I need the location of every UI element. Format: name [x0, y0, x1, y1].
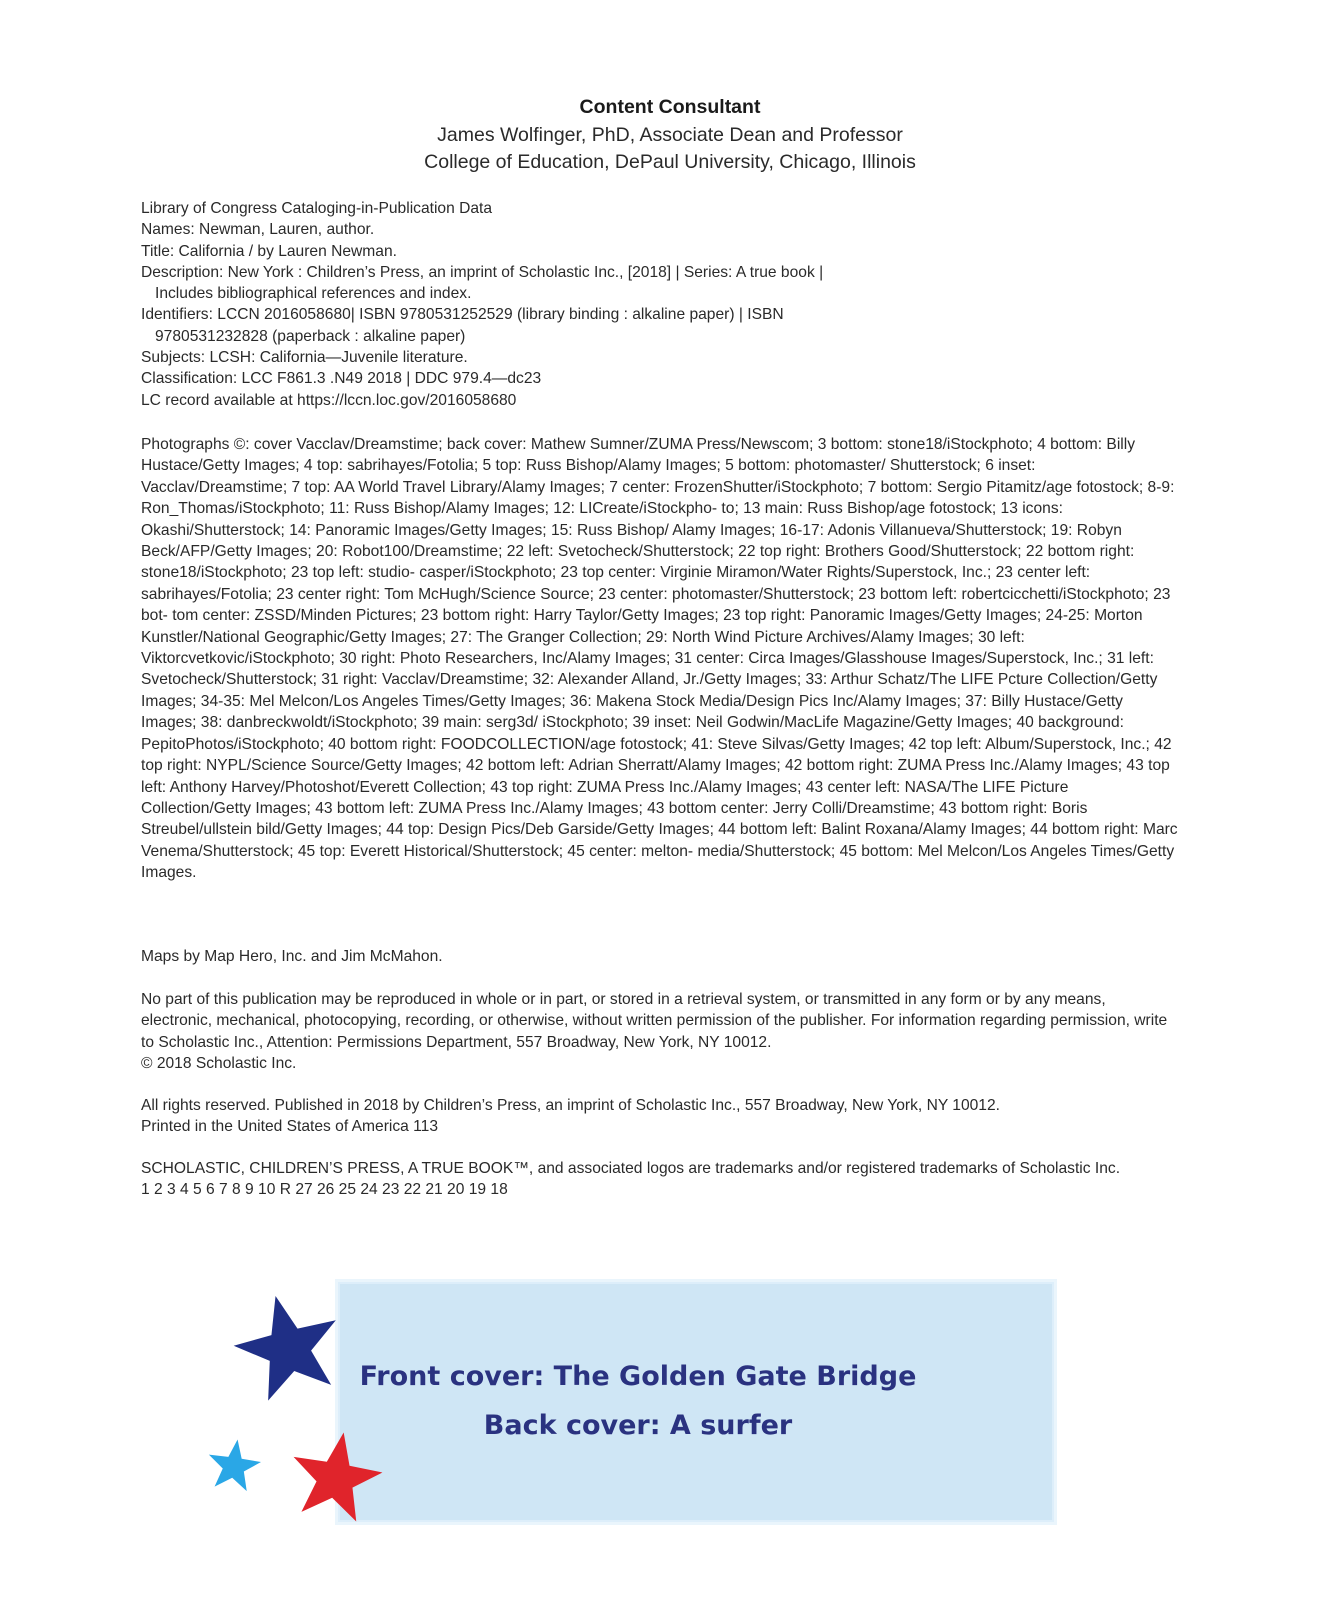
navy-star-shape: [232, 1290, 344, 1402]
cip-line: LC record available at https://lccn.loc.gov/2016058680: [141, 391, 517, 409]
maps-credit: [141, 946, 1181, 967]
front-cover-caption: Front cover: The Golden Gate Bridge: [359, 1361, 917, 1392]
light-blue-star-icon: [206, 1437, 262, 1493]
rights-notice-text: No part of this publication may be reproduced in whole or in part, or stored in a retrieval system, or transmitted in any form or by any means, electronic, mechanical, photocopying, recording, or otherwise, without written permission of the publisher. For information regarding permission, write to Scholastic Inc., Attention: Permissions Department, 557 Broadway, New York, NY 10012.: [141, 991, 1168, 1051]
publication-info: [141, 1095, 1181, 1138]
red-star-shape: [288, 1428, 384, 1524]
rights-notice: [141, 989, 1181, 1075]
red-star-icon: [288, 1428, 384, 1524]
cip-line: Includes bibliographical references and index.: [155, 285, 472, 303]
cip-line: 9780531232828 (paperback : alkaline paper): [155, 327, 466, 345]
photo-credits-text: Photographs ©: cover Vacclav/Dreamstime; back cover: Mathew Sumner/ZUMA Press/Newscom; 3 bottom: stone18/iStockphoto; 4 bottom: Billy Hustace/Getty Images; 4 top: sabrihayes/Fotolia; 5 top: Russ Bishop/Alamy Images; 5 bottom: photomaster/ Shutterstock; 6 inset: Vacclav/Dreamstime; 7 top: AA World Travel Library/Alamy Images; 7 center: FrozenShutter/iStockphoto; 7 bottom: Sergio Pitamitz/age fotostock; 8-9: Ron_Thomas/iStockphoto; 11: Russ Bishop/Alamy Images; 12: LICreate/iStockpho- to; 13 main: Russ Bishop/age fotostock; 13 icons: Okashi/Shutterstock; 14: Panoramic Images/Getty Images; 15: Russ Bishop/ Alamy Images; 16-17: Adonis Villanueva/Shutterstock; 19: Robyn Beck/AFP/Getty Images; 20: Robot100/Dreamstime; 22 left: Svetocheck/Shutterstock; 22 top right: Brothers Good/Shutterstock; 22 bottom right: stone18/iStockphoto; 23 top left: studio- casper/iStockphoto; 23 top center: Virginie Miramon/Water Rights/Superstock, Inc.; 23 center left: sabrihayes/Fotolia; 23 center right: Tom McHugh/Science Source; 23 center: photomaster/Shutterstock; 23 bottom left: robertcicchetti/iStockphoto; 23 bot- tom center: ZSSD/Minden Pictures; 23 bottom right: Harry Taylor/Getty Images; 23 top right: Panoramic Images/Getty Images; 24-25: Morton Kunstler/National Geographic/Getty Images; 27: The Granger Collection; 29: North Wind Picture Archives/Alamy Images; 30 left: Viktorcvetkovic/iStockphoto; 30 right: Photo Researchers, Inc/Alamy Images; 31 center: Circa Images/Glasshouse Images/Superstock, Inc.; 31 left: Svetocheck/Shutterstock; 31 right: Vacclav/Dreamstime; 32: Alexander Alland, Jr./Getty Images; 33: Arthur Schatz/The LIFE Pcture Collection/Getty Images; 34-35: Mel Melcon/Los Angeles Times/Getty Images; 36: Makena Stock Media/Design Pics Inc/Alamy Images; 37: Billy Hustace/Getty Images; 38: danbreckwoldt/iStockphoto; 39 main: serg3d/ iStockphoto; 39 inset: Neil Godwin/MacLife Magazine/Getty Images; 40 background: PepitoPhotos/iStockphoto; 40 bottom right: FOODCOLLECTION/age fotostock; 41: Steve Silvas/Getty Images; 42 top left: Album/Superstock, Inc.; 42 top right: NYPL/Science Source/Getty Images; 42 bottom left: Adrian Sherratt/Alamy Images; 42 bottom right: ZUMA Press Inc./Alamy Images; 43 top left: Anthony Harvey/Photoshot/Everett Collection; 43 top right: ZUMA Press Inc./Alamy Images; 43 center left: NASA/The LIFE Picture Collection/Getty Images; 43 bottom left: ZUMA Press Inc./Alamy Images; 43 bottom center: Jerry Colli/Dreamstime; 43 bottom right: Boris Streubel/ullstein bild/Getty Images; 44 top: Design Pics/Deb Garside/Getty Images; 44 bottom left: Balint Roxana/Alamy Images; 44 bottom right: Marc Venema/Shutterstock; 45 top: Everett Historical/Shutterstock; 45 center: melton- media/Shutterstock; 45 bottom: Mel Melcon/Los Angeles Times/Getty Images.: [141, 436, 1178, 882]
cip-line: Library of Congress Cataloging-in-Publication Data: [141, 200, 493, 217]
light-blue-star-shape: [206, 1437, 262, 1493]
copyright-line: © 2018 Scholastic Inc.: [141, 1055, 297, 1073]
cip-line: Names: Newman, Lauren, author.: [141, 221, 375, 239]
consultant-affiliation: College of Education, DePaul University, Chicago, Illinois: [424, 151, 916, 173]
consultant-heading: Content Consultant: [579, 96, 761, 118]
cip-data: [141, 198, 1181, 411]
cip-line: Classification: LCC F861.3 .N49 2018 | DDC 979.4—dc23: [141, 370, 542, 388]
published-line: All rights reserved. Published in 2018 by Children’s Press, an imprint of Scholastic Inc., 557 Broadway, New York, NY 10012.: [141, 1097, 1000, 1114]
consultant-block: [0, 92, 1340, 176]
cip-line: Title: California / by Lauren Newman.: [141, 242, 397, 260]
back-cover-caption: Back cover: A surfer: [483, 1410, 793, 1441]
cover-caption-text: [338, 1352, 938, 1450]
printed-line: Printed in the United States of America 113: [141, 1118, 439, 1136]
cip-line: Description: New York : Children’s Press, an imprint of Scholastic Inc., [2018] | Series: A true book |: [141, 263, 824, 281]
consultant-name: James Wolfinger, PhD, Associate Dean and Professor: [437, 124, 903, 146]
cip-line: Subjects: LCSH: California—Juvenile literature.: [141, 349, 468, 367]
cip-line: Identifiers: LCCN 2016058680| ISBN 9780531252529 (library binding : alkaline paper) | ISBN: [141, 306, 784, 324]
maps-credit-text: Maps by Map Hero, Inc. and Jim McMahon.: [141, 948, 443, 965]
trademark-line: SCHOLASTIC, CHILDREN’S PRESS, A TRUE BOOK™, and associated logos are trademarks and/or registered trademarks of Scholastic Inc.: [141, 1160, 1121, 1177]
navy-star-icon: [232, 1290, 344, 1402]
trademark-info: [141, 1158, 1181, 1201]
print-number-line: 1 2 3 4 5 6 7 8 9 10 R 27 26 25 24 23 22 21 20 19 18: [141, 1181, 508, 1199]
photo-credits: [141, 434, 1181, 884]
